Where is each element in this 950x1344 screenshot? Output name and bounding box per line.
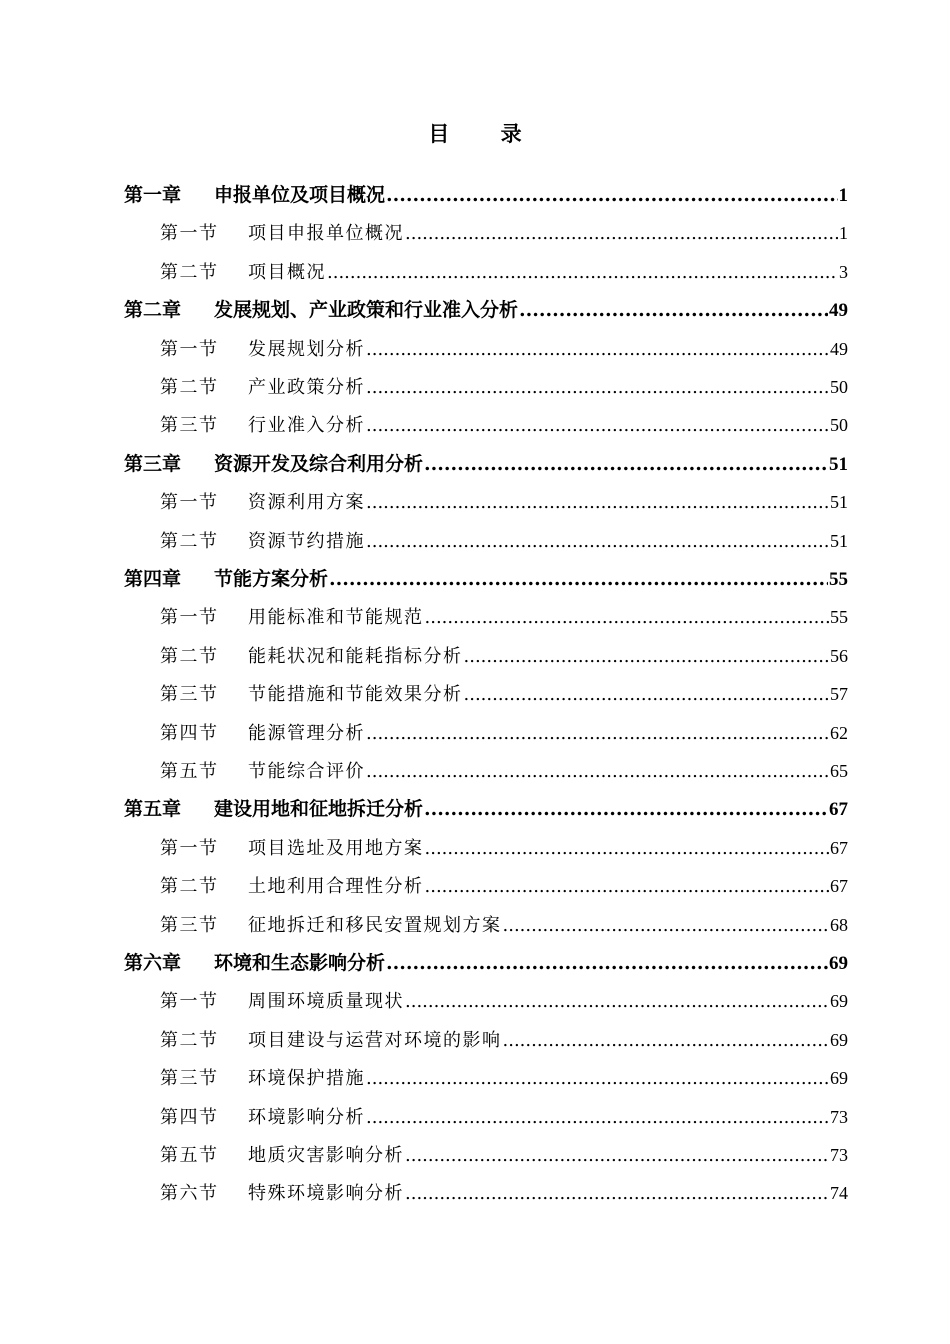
- chapter-title: 环境和生态影响分析: [214, 952, 386, 974]
- section-number: 第三节: [160, 914, 219, 936]
- dot-leader: [503, 911, 830, 940]
- section-title: 节能措施和节能效果分析: [248, 684, 463, 706]
- section-title: 特殊环境影响分析: [248, 1183, 404, 1205]
- chapter-number: 第五章: [124, 798, 182, 821]
- section-number: 第二节: [160, 530, 219, 552]
- page-number: 67: [830, 837, 848, 858]
- page-number: 51: [830, 492, 848, 513]
- toc-section-entry[interactable]: [160, 487, 848, 517]
- section-title: 资源利用方案: [248, 492, 365, 514]
- dot-leader: [405, 1141, 829, 1170]
- section-title: 用能标准和节能规范: [248, 607, 424, 629]
- section-title: 产业政策分析: [248, 377, 365, 398]
- dot-leader: [366, 373, 829, 402]
- toc-section-entry[interactable]: [160, 372, 848, 402]
- dot-leader: [464, 680, 830, 709]
- toc-chapter-entry[interactable]: [124, 295, 848, 325]
- page-number: 1: [838, 185, 848, 206]
- toc-section-entry[interactable]: [160, 602, 848, 632]
- chapter-title: 申报单位及项目概况: [214, 184, 386, 206]
- toc-section-entry[interactable]: [160, 526, 848, 556]
- page-number: 67: [830, 876, 848, 897]
- section-title: 行业准入分析: [248, 415, 365, 437]
- section-number: 第一节: [160, 607, 219, 629]
- dot-leader: [386, 948, 828, 978]
- chapter-number: 第六章: [124, 952, 182, 974]
- page-title: 目 录: [428, 121, 544, 146]
- dot-leader: [366, 411, 829, 440]
- section-number: 第二节: [160, 876, 219, 898]
- section-number: 第二节: [160, 261, 219, 283]
- toc-section-entry[interactable]: [160, 1025, 848, 1055]
- page-number: 51: [829, 453, 848, 475]
- dot-leader: [366, 757, 829, 786]
- section-number: 第二节: [160, 1029, 219, 1051]
- chapter-title: 建设用地和征地拆迁分析: [214, 798, 424, 821]
- toc-section-entry[interactable]: [160, 257, 848, 287]
- chapter-number: 第四章: [124, 568, 182, 590]
- page-number: 51: [830, 530, 848, 551]
- section-number: 第三节: [160, 415, 219, 437]
- page-number: 73: [830, 1106, 848, 1127]
- toc-section-entry[interactable]: [160, 1063, 848, 1093]
- page-number: 1: [839, 223, 848, 244]
- section-title: 项目建设与运营对环境的影响: [248, 1029, 502, 1051]
- section-title: 环境保护措施: [248, 1068, 365, 1090]
- dot-leader: [424, 794, 828, 824]
- dot-leader: [425, 834, 830, 863]
- section-number: 第四节: [160, 1106, 219, 1128]
- page-number: 50: [830, 377, 848, 397]
- page-number: 3: [839, 261, 848, 282]
- dot-leader: [405, 987, 829, 1016]
- chapter-number: 第一章: [124, 184, 182, 206]
- section-number: 第一节: [160, 223, 219, 245]
- toc-chapter-entry[interactable]: [124, 564, 848, 594]
- toc-section-entry[interactable]: [160, 1102, 848, 1132]
- section-number: 第一节: [160, 991, 219, 1013]
- dot-leader: [424, 449, 828, 479]
- section-title: 项目选址及用地方案: [248, 837, 424, 859]
- toc-section-entry[interactable]: [160, 833, 848, 863]
- dot-leader: [329, 564, 828, 594]
- toc-section-entry[interactable]: [160, 410, 848, 440]
- dot-leader: [366, 335, 829, 364]
- dot-leader: [366, 1103, 829, 1132]
- section-number: 第二节: [160, 645, 219, 667]
- section-number: 第三节: [160, 684, 219, 706]
- section-title: 项目申报单位概况: [248, 223, 404, 245]
- page-number: 49: [829, 300, 848, 322]
- section-title: 地质灾害影响分析: [248, 1145, 404, 1166]
- toc-section-entry[interactable]: [160, 218, 848, 248]
- dot-leader: [519, 295, 828, 325]
- section-title: 周围环境质量现状: [248, 991, 404, 1013]
- section-number: 第三节: [160, 1068, 219, 1090]
- chapter-number: 第三章: [124, 452, 182, 475]
- page-number: 69: [830, 1068, 848, 1089]
- dot-leader: [366, 527, 829, 556]
- page-number: 55: [829, 569, 848, 590]
- page-number: 74: [830, 1183, 848, 1204]
- toc-chapter-entry[interactable]: [124, 948, 848, 978]
- dot-leader: [366, 1064, 829, 1093]
- toc-section-entry[interactable]: [160, 679, 848, 709]
- section-number: 第四节: [160, 722, 219, 744]
- page-number: 49: [830, 338, 848, 359]
- section-number: 第一节: [160, 837, 219, 859]
- toc-section-entry[interactable]: [160, 718, 848, 748]
- chapter-title: 节能方案分析: [214, 568, 329, 590]
- dot-leader: [503, 1026, 830, 1055]
- page-number: 73: [830, 1145, 848, 1165]
- toc-section-entry[interactable]: [160, 986, 848, 1016]
- page-number: 56: [830, 645, 848, 666]
- dot-leader: [405, 219, 838, 248]
- toc-chapter-entry[interactable]: [124, 180, 848, 210]
- page-number: 62: [830, 722, 848, 743]
- toc-section-entry[interactable]: [160, 641, 848, 671]
- dot-leader: [366, 488, 829, 517]
- page-number: 55: [830, 607, 848, 628]
- page-number: 67: [829, 799, 848, 821]
- toc-section-entry[interactable]: [160, 756, 848, 786]
- chapter-number: 第二章: [124, 299, 182, 322]
- dot-leader: [327, 258, 838, 287]
- toc-section-entry[interactable]: [160, 910, 848, 940]
- page-number: 57: [830, 684, 848, 705]
- page-number: 65: [830, 761, 848, 781]
- chapter-title: 资源开发及综合利用分析: [214, 452, 424, 475]
- toc-chapter-entry[interactable]: [124, 449, 848, 479]
- section-title: 项目概况: [248, 261, 326, 283]
- page-number: 69: [830, 1029, 848, 1050]
- chapter-title: 发展规划、产业政策和行业准入分析: [214, 299, 519, 322]
- dot-leader: [464, 642, 830, 671]
- section-number: 第五节: [160, 761, 219, 782]
- page-number: 69: [829, 953, 848, 974]
- toc-section-entry[interactable]: [160, 871, 848, 901]
- section-title: 能耗状况和能耗指标分析: [248, 645, 463, 667]
- section-title: 发展规划分析: [248, 338, 365, 360]
- section-number: 第六节: [160, 1183, 219, 1205]
- section-title: 能源管理分析: [248, 722, 365, 744]
- toc-section-entry[interactable]: [160, 334, 848, 364]
- section-number: 第五节: [160, 1145, 219, 1166]
- dot-leader: [386, 180, 837, 210]
- toc-section-entry[interactable]: [160, 1140, 848, 1170]
- section-title: 征地拆迁和移民安置规划方案: [248, 914, 502, 936]
- dot-leader: [405, 1179, 829, 1208]
- section-title: 节能综合评价: [248, 761, 365, 782]
- dot-leader: [425, 603, 830, 632]
- dot-leader: [425, 872, 830, 901]
- page-number: 68: [830, 914, 848, 935]
- section-number: 第二节: [160, 377, 219, 398]
- page-number: 69: [830, 991, 848, 1012]
- toc-chapter-entry[interactable]: [124, 794, 848, 824]
- section-number: 第一节: [160, 338, 219, 360]
- section-number: 第一节: [160, 492, 219, 514]
- page-number: 50: [830, 415, 848, 436]
- dot-leader: [366, 719, 829, 748]
- section-title: 环境影响分析: [248, 1106, 365, 1128]
- section-title: 土地利用合理性分析: [248, 876, 424, 898]
- section-title: 资源节约措施: [248, 530, 365, 552]
- toc-section-entry[interactable]: [160, 1178, 848, 1208]
